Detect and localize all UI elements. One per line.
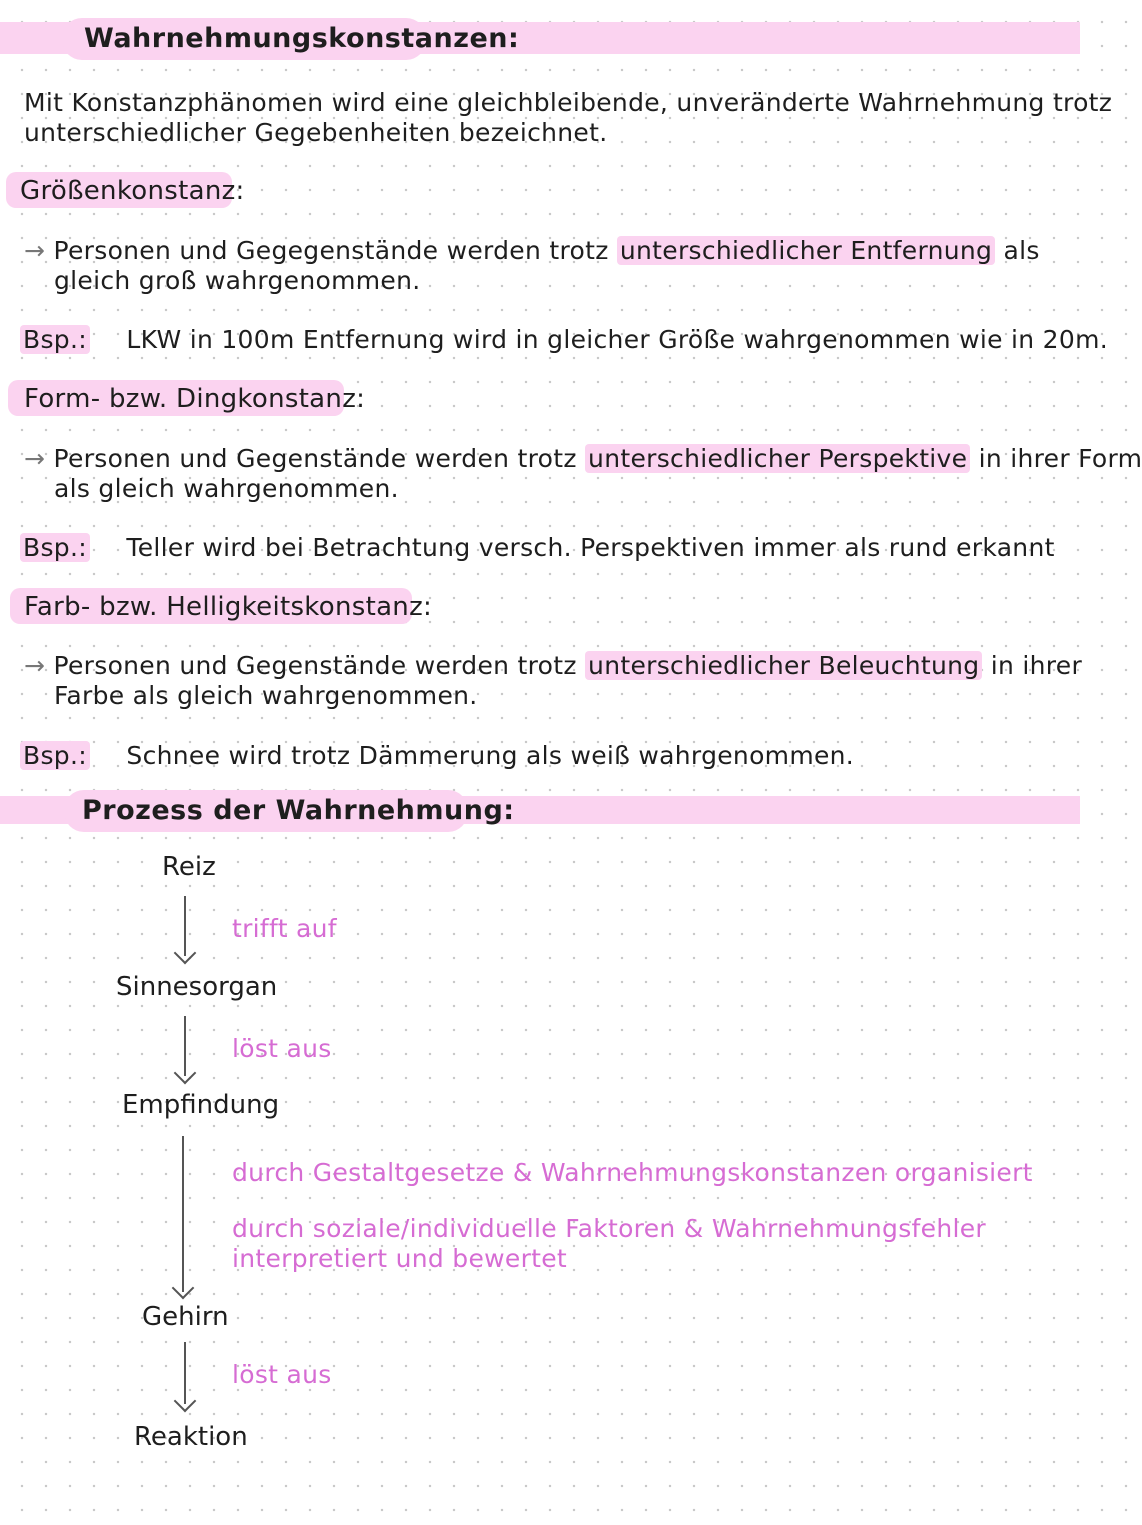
edge-label-interpretation-1: durch soziale/individuelle Faktoren & Wahrnehmungsfehler	[232, 1214, 986, 1243]
edge-label: trifft auf	[232, 914, 337, 943]
intro-line-2: unterschiedlicher Gegebenheiten bezeichnet.	[24, 118, 608, 147]
color-desc-highlight: unterschiedlicher Beleuchtung	[585, 651, 982, 680]
arrow-icon: →	[24, 444, 46, 473]
arrow-down-icon	[174, 942, 197, 965]
example-label: Bsp.:	[20, 325, 90, 354]
node-sinnesorgan: Sinnesorgan	[116, 972, 278, 1002]
size-constancy-description-2: gleich groß wahrgenommen.	[54, 266, 421, 295]
edge-label: löst aus	[232, 1360, 332, 1389]
color-constancy-example	[20, 741, 854, 771]
edge-label-organisation: durch Gestaltgesetze & Wahrnehmungskonstanzen organisiert	[232, 1158, 1033, 1187]
size-desc-part-a: Personen und Gegegenstände werden trotz	[53, 236, 609, 265]
size-constancy-example	[20, 325, 1108, 355]
size-constancy-heading: Größenkonstanz:	[20, 176, 245, 206]
size-example-text: LKW in 100m Entfernung wird in gleicher Größe wahrgenommen wie in 20m.	[126, 325, 1108, 354]
process-title: Prozess der Wahrnehmung:	[82, 795, 515, 826]
flow-line	[182, 1136, 184, 1292]
color-example-text: Schnee wird trotz Dämmerung als weiß wahrgenommen.	[126, 741, 855, 770]
arrow-down-icon	[174, 1390, 197, 1413]
intro-line-1: Mit Konstanzphänomen wird eine gleichbleibende, unveränderte Wahrnehmung trotz	[24, 88, 1113, 117]
color-constancy-heading: Farb- bzw. Helligkeitskonstanz:	[24, 592, 433, 622]
node-reiz: Reiz	[162, 852, 216, 882]
arrow-down-icon	[174, 1062, 197, 1085]
form-example-text: Teller wird bei Betrachtung versch. Perspektiven immer als rund erkannt	[126, 533, 1055, 562]
size-desc-part-b: als	[1003, 236, 1040, 265]
form-desc-highlight: unterschiedlicher Perspektive	[585, 444, 970, 473]
color-desc-part-a: Personen und Gegenstände werden trotz	[53, 651, 577, 680]
color-constancy-description-2: Farbe als gleich wahrgenommen.	[54, 681, 478, 710]
form-constancy-heading: Form- bzw. Dingkonstanz:	[24, 384, 366, 414]
edge-label: löst aus	[232, 1034, 332, 1063]
node-empfindung: Empfindung	[122, 1090, 280, 1120]
node-reaktion: Reaktion	[134, 1422, 248, 1452]
form-desc-part-a: Personen und Gegenstände werden trotz	[53, 444, 577, 473]
form-constancy-description-2: als gleich wahrgenommen.	[54, 474, 399, 503]
page-title: Wahrnehmungskonstanzen:	[84, 23, 520, 54]
form-desc-part-b: in ihrer Form	[978, 444, 1142, 473]
arrow-down-icon	[172, 1277, 195, 1300]
arrow-icon: →	[24, 236, 46, 265]
form-constancy-description	[24, 444, 1142, 474]
arrow-icon: →	[24, 651, 46, 680]
form-constancy-example	[20, 533, 1055, 563]
color-constancy-description	[24, 651, 1082, 681]
node-gehirn: Gehirn	[142, 1302, 229, 1332]
example-label: Bsp.:	[20, 741, 90, 770]
edge-label-interpretation-2: interpretiert und bewertet	[232, 1244, 568, 1273]
example-label: Bsp.:	[20, 533, 90, 562]
color-desc-part-b: in ihrer	[990, 651, 1083, 680]
size-desc-highlight: unterschiedlicher Entfernung	[617, 236, 995, 265]
size-constancy-description	[24, 236, 1040, 266]
